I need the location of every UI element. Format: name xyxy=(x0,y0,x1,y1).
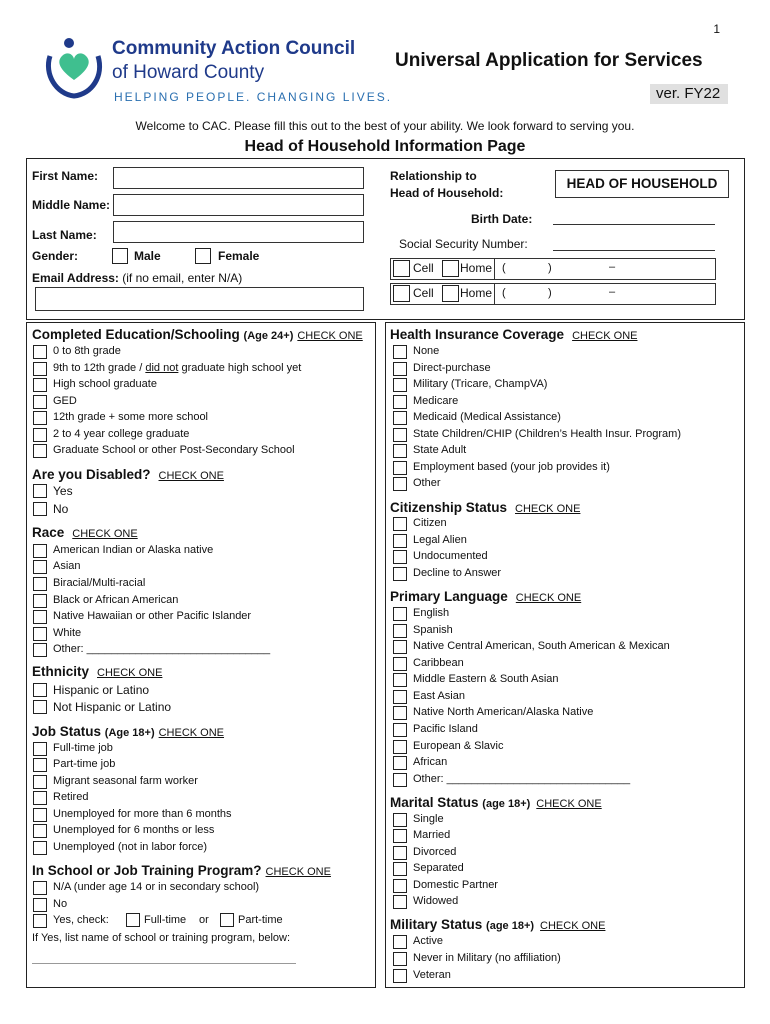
option-label: Other: ______________________________ xyxy=(53,643,271,655)
checkbox[interactable] xyxy=(393,534,407,548)
checkbox[interactable] xyxy=(33,560,47,574)
training-parttime-label: Part-time xyxy=(238,914,283,926)
option-label: Veteran xyxy=(413,969,451,981)
option-label: Migrant seasonal farm worker xyxy=(53,775,198,787)
checkbox[interactable] xyxy=(33,683,47,697)
option-label: Part-time job xyxy=(53,758,116,770)
checkbox[interactable] xyxy=(393,773,407,787)
language-title-text: Primary Language xyxy=(390,589,508,604)
military-title xyxy=(390,917,605,932)
option-label: 2 to 4 year college graduate xyxy=(53,428,190,440)
checkbox[interactable] xyxy=(393,723,407,737)
insurance-check-one: CHECK ONE xyxy=(572,330,638,342)
relationship-label-2: Head of Household: xyxy=(390,186,504,200)
birth-date-label: Birth Date: xyxy=(471,212,533,226)
citizenship-check-one: CHECK ONE xyxy=(515,503,581,515)
option-label: Unemployed for 6 months or less xyxy=(53,824,215,836)
marital-qual: (age 18+) xyxy=(482,798,531,810)
phone-2-cell-label: Cell xyxy=(413,286,434,300)
email-label xyxy=(32,271,242,285)
option-label-part: 9th to 12th grade / xyxy=(53,362,146,374)
checkbox[interactable] xyxy=(393,952,407,966)
relationship-label: Relationship to xyxy=(390,169,477,183)
phone-2-cell-checkbox[interactable] xyxy=(393,285,410,302)
option-label: Medicare xyxy=(413,395,459,407)
option-label: American Indian or Alaska native xyxy=(53,544,214,556)
option-label: Medicaid (Medical Assistance) xyxy=(413,411,561,423)
phone-1-dash: – xyxy=(609,261,616,273)
phone-1-box[interactable] xyxy=(390,258,716,280)
education-check-one: CHECK ONE xyxy=(297,330,363,342)
gender-male-label: Male xyxy=(134,249,161,263)
checkbox[interactable] xyxy=(33,395,47,409)
email-label-text: Email Address: xyxy=(32,271,119,285)
option-label: GED xyxy=(53,395,77,407)
option-label: State Adult xyxy=(413,444,467,456)
option-label: Domestic Partner xyxy=(413,879,498,891)
race-title xyxy=(32,525,138,540)
option-label: Hispanic or Latino xyxy=(53,683,150,697)
option-label: Native North American/Alaska Native xyxy=(413,706,594,718)
checkbox[interactable] xyxy=(33,444,47,458)
phone-2-box[interactable] xyxy=(390,283,716,305)
phone-1-divider xyxy=(494,258,495,280)
checkbox[interactable] xyxy=(33,610,47,624)
checkbox[interactable] xyxy=(393,846,407,860)
last-name-field[interactable] xyxy=(113,221,364,243)
gender-female-label: Female xyxy=(218,249,260,263)
option-label: None xyxy=(413,345,440,357)
checkbox[interactable] xyxy=(393,444,407,458)
option-label: Spanish xyxy=(413,624,453,636)
option-label: Married xyxy=(413,829,451,841)
checkbox[interactable] xyxy=(33,627,47,641)
option-label: Never in Military (no affiliation) xyxy=(413,952,561,964)
option-label-part: graduate high school yet xyxy=(178,362,302,374)
option-label: N/A (under age 14 or in secondary school) xyxy=(53,881,260,893)
language-check-one: CHECK ONE xyxy=(515,592,582,604)
citizenship-title-text: Citizenship Status xyxy=(390,500,508,515)
option-label: Separated xyxy=(413,862,464,874)
option-label xyxy=(53,362,301,374)
gender-label: Gender: xyxy=(32,249,79,263)
option-label: Military (Tricare, ChampVA) xyxy=(413,378,548,390)
disabled-check-one: CHECK ONE xyxy=(158,470,224,482)
insurance-title xyxy=(390,327,637,342)
race-title-text: Race xyxy=(32,525,65,540)
email-note: (if no email, enter N/A) xyxy=(122,271,243,285)
option-label: Pacific Island xyxy=(413,723,478,735)
disabled-title-text: Are you Disabled? xyxy=(32,467,151,482)
phone-2-home-label: Home xyxy=(460,286,493,300)
version-badge: ver. FY22 xyxy=(650,84,728,104)
checkbox[interactable] xyxy=(393,517,407,531)
welcome-text: Welcome to CAC. Please fill this out to the best of your ability. We look forward to serving you. xyxy=(135,119,635,133)
training-or-label: or xyxy=(199,914,209,926)
option-label: Divorced xyxy=(413,846,457,858)
checkbox[interactable] xyxy=(33,378,47,392)
checkbox[interactable] xyxy=(33,791,47,805)
option-label: Yes, check: xyxy=(53,914,109,926)
military-check-one: CHECK ONE xyxy=(540,920,606,932)
checkbox[interactable] xyxy=(33,362,47,376)
first-name-field[interactable] xyxy=(113,167,364,189)
phone-1-open-paren: ( xyxy=(502,262,506,274)
checkbox[interactable] xyxy=(33,594,47,608)
page-number: 1 xyxy=(713,22,720,36)
option-label: African xyxy=(413,756,448,768)
option-label: Native Central American, South American & Mexican xyxy=(413,640,670,652)
checkbox[interactable] xyxy=(393,378,407,392)
checkbox[interactable] xyxy=(393,477,407,491)
military-qual: (age 18+) xyxy=(486,920,535,932)
option-label: Biracial/Multi-racial xyxy=(53,577,146,589)
phone-1-home-checkbox[interactable] xyxy=(442,260,459,277)
checkbox[interactable] xyxy=(393,706,407,720)
education-qual: (Age 24+) xyxy=(243,330,294,342)
option-label: 0 to 8th grade xyxy=(53,345,121,357)
job-title-text: Job Status xyxy=(32,724,102,739)
option-label: High school graduate xyxy=(53,378,157,390)
education-title xyxy=(32,327,363,342)
phone-2-home-checkbox[interactable] xyxy=(442,285,459,302)
checkbox[interactable] xyxy=(393,879,407,893)
checkbox[interactable] xyxy=(393,690,407,704)
phone-1-cell-label: Cell xyxy=(413,261,434,275)
education-title-text: Completed Education/Schooling xyxy=(32,327,240,342)
ssn-field[interactable] xyxy=(553,234,715,251)
phone-2-divider xyxy=(494,283,495,305)
option-label: European & Slavic xyxy=(413,740,504,752)
checkbox[interactable] xyxy=(33,345,47,359)
ssn-label: Social Security Number: xyxy=(399,237,528,251)
language-title xyxy=(390,589,581,604)
option-label: Native Hawaiian or other Pacific Islander xyxy=(53,610,252,622)
checkbox[interactable] xyxy=(393,756,407,770)
checkbox[interactable] xyxy=(393,395,407,409)
checkbox[interactable] xyxy=(393,411,407,425)
relationship-value: HEAD OF HOUSEHOLD xyxy=(555,170,729,198)
phone-2-open-paren: ( xyxy=(502,287,506,299)
option-label: Retired xyxy=(53,791,89,803)
option-label: Black or African American xyxy=(53,594,179,606)
email-field[interactable] xyxy=(35,287,364,311)
option-label: Legal Alien xyxy=(413,534,467,546)
option-label: Decline to Answer xyxy=(413,567,502,579)
checkbox[interactable] xyxy=(33,742,47,756)
marital-check-one: CHECK ONE xyxy=(536,798,602,810)
option-label: Full-time job xyxy=(53,742,113,754)
checkbox[interactable] xyxy=(33,700,47,714)
option-label: Yes xyxy=(53,484,73,498)
checkbox[interactable] xyxy=(393,862,407,876)
checkbox[interactable] xyxy=(33,914,47,928)
job-title xyxy=(32,724,224,739)
job-qual: (Age 18+) xyxy=(104,727,155,739)
checkbox[interactable] xyxy=(393,461,407,475)
option-label: State Children/CHIP (Children’s Health Insur. Program) xyxy=(413,428,681,440)
option-label: Citizen xyxy=(413,517,447,529)
option-label: No xyxy=(53,502,69,516)
checkbox[interactable] xyxy=(33,775,47,789)
option-label: Unemployed for more than 6 months xyxy=(53,808,232,820)
gender-female-checkbox[interactable] xyxy=(195,248,211,264)
checkbox[interactable] xyxy=(33,502,47,516)
ethnicity-title-text: Ethnicity xyxy=(32,664,90,679)
checkbox[interactable] xyxy=(393,550,407,564)
middle-name-field[interactable] xyxy=(113,194,364,216)
checkbox[interactable] xyxy=(33,841,47,855)
option-label: White xyxy=(53,627,82,639)
middle-name-label: Middle Name: xyxy=(32,198,111,212)
option-label: Other: ______________________________ xyxy=(413,773,631,785)
ethnicity-title xyxy=(32,664,162,679)
training-fulltime-label: Full-time xyxy=(144,914,187,926)
last-name-label: Last Name: xyxy=(32,228,97,242)
checkbox[interactable] xyxy=(393,362,407,376)
checkbox[interactable] xyxy=(393,935,407,949)
training-title xyxy=(32,863,331,878)
checkbox[interactable] xyxy=(393,740,407,754)
checkbox[interactable] xyxy=(393,567,407,581)
ethnicity-check-one: CHECK ONE xyxy=(97,667,163,679)
training-title-text: In School or Job Training Program? xyxy=(32,863,262,878)
option-label: Middle Eastern & South Asian xyxy=(413,673,559,685)
org-name: Community Action Council xyxy=(112,38,356,59)
training-parttime-checkbox[interactable] xyxy=(220,913,234,927)
checkbox[interactable] xyxy=(393,607,407,621)
option-label: English xyxy=(413,607,450,619)
military-title-text: Military Status xyxy=(390,917,483,932)
checkbox[interactable] xyxy=(33,428,47,442)
option-label: East Asian xyxy=(413,690,465,702)
checkbox[interactable] xyxy=(33,824,47,838)
option-label: Graduate School or other Post-Secondary School xyxy=(53,444,295,456)
training-note: If Yes, list name of school or training program, below: xyxy=(32,932,291,944)
option-label: Employment based (your job provides it) xyxy=(413,461,610,473)
checkbox[interactable] xyxy=(393,969,407,983)
checkbox[interactable] xyxy=(393,428,407,442)
disabled-title xyxy=(32,467,224,482)
option-label-underlined: did not xyxy=(145,362,179,374)
checkbox[interactable] xyxy=(33,577,47,591)
form-title: Universal Application for Services xyxy=(395,50,703,71)
citizenship-title xyxy=(390,500,580,515)
birth-date-field[interactable] xyxy=(553,208,715,225)
phone-2-close-paren: ) xyxy=(548,287,552,299)
checkbox[interactable] xyxy=(33,544,47,558)
checkbox[interactable] xyxy=(33,411,47,425)
insurance-title-text: Health Insurance Coverage xyxy=(390,327,565,342)
marital-title-text: Marital Status xyxy=(390,795,479,810)
first-name-label: First Name: xyxy=(32,169,99,183)
checkbox[interactable] xyxy=(393,813,407,827)
option-label: Caribbean xyxy=(413,657,464,669)
option-label: Asian xyxy=(53,560,81,572)
checkbox[interactable] xyxy=(393,640,407,654)
checkbox[interactable] xyxy=(393,829,407,843)
checkbox[interactable] xyxy=(393,624,407,638)
org-county: of Howard County xyxy=(112,62,265,83)
checkbox[interactable] xyxy=(393,345,407,359)
tagline: HELPING PEOPLE. CHANGING LIVES. xyxy=(114,90,393,104)
race-check-one: CHECK ONE xyxy=(72,528,138,540)
checkbox[interactable] xyxy=(33,881,47,895)
training-check-one: CHECK ONE xyxy=(265,866,331,878)
option-label: Undocumented xyxy=(413,550,488,562)
checkbox[interactable] xyxy=(393,895,407,909)
option-label: Single xyxy=(413,813,444,825)
phone-1-home-label: Home xyxy=(460,261,493,275)
phone-2-dash: – xyxy=(609,286,616,298)
option-label: Other xyxy=(413,477,441,489)
checkbox[interactable] xyxy=(33,484,47,498)
checkbox[interactable] xyxy=(33,808,47,822)
checkbox[interactable] xyxy=(33,643,47,657)
phone-1-cell-checkbox[interactable] xyxy=(393,260,410,277)
page-heading: Head of Household Information Page xyxy=(244,138,526,155)
marital-title xyxy=(390,795,602,810)
heart-logo-icon xyxy=(42,36,106,100)
option-label: Not Hispanic or Latino xyxy=(53,700,172,714)
training-fulltime-checkbox[interactable] xyxy=(126,913,140,927)
job-check-one: CHECK ONE xyxy=(158,727,225,739)
option-label: Widowed xyxy=(413,895,459,907)
gender-male-checkbox[interactable] xyxy=(112,248,128,264)
option-label: 12th grade + some more school xyxy=(53,411,209,423)
option-label: Unemployed (not in labor force) xyxy=(53,841,208,853)
checkbox[interactable] xyxy=(33,758,47,772)
phone-1-close-paren: ) xyxy=(548,262,552,274)
checkbox[interactable] xyxy=(393,657,407,671)
training-program-field[interactable] xyxy=(32,963,296,964)
checkbox[interactable] xyxy=(33,898,47,912)
option-label: No xyxy=(53,898,68,910)
option-label: Direct-purchase xyxy=(413,362,491,374)
option-label: Active xyxy=(413,935,443,947)
checkbox[interactable] xyxy=(393,673,407,687)
